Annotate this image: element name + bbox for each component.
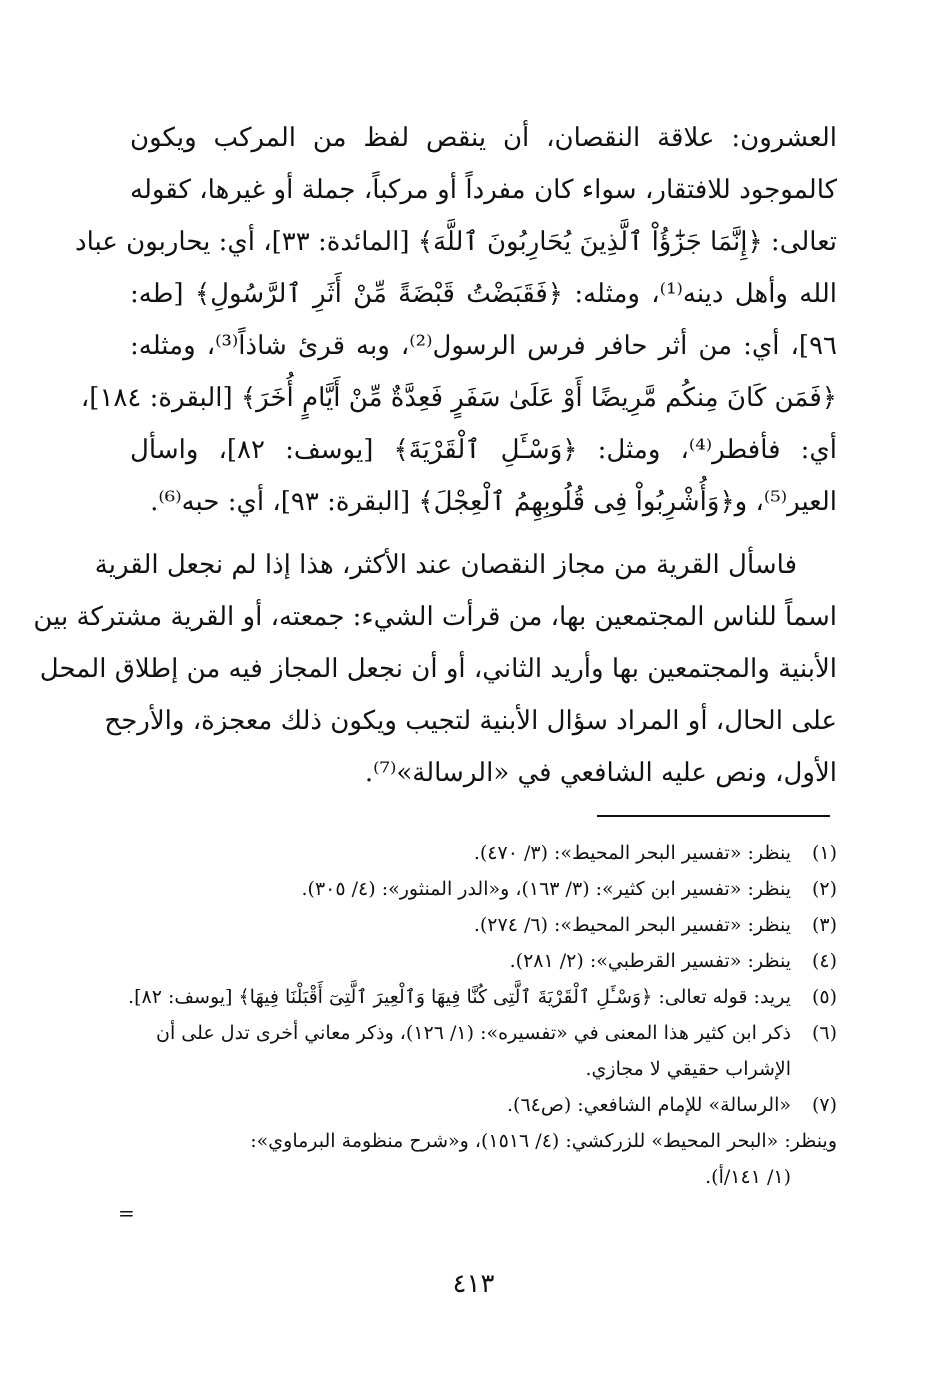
footnote-text: ينظر: «تفسير البحر المحيط»: (٣/ ٤٧٠).: [473, 842, 791, 864]
footnote: [130, 907, 837, 943]
footnote: [130, 1087, 837, 1123]
footnote: [130, 1015, 837, 1051]
page-number: ٤١٣: [452, 1269, 495, 1299]
footnote-text: يريد: قوله تعالى: ﴿وَسْـَٔلِ ٱلْقَرْيَةَ ٱلَّتِى كُنَّا فِيهَا وَٱلْعِيرَ ٱلَّتِىٓ أَقْبَلْنَا فِيهَا﴾ [يوسف: ٨٢].: [128, 986, 791, 1008]
footnote: [130, 979, 837, 1015]
text-line: ٩٦]، أي: من أثر حافر فرس الرسول⁽²⁾، وبه قرئ شاذاً⁽³⁾، ومثله:: [130, 331, 838, 361]
footnote-text: ينظر: «تفسير ابن كثير»: (٣/ ١٦٣)، و«الدر المنثور»: (٤/ ٣٠٥).: [301, 878, 791, 900]
main-text: [33, 112, 838, 799]
footnote-text: ينظر: «تفسير البحر المحيط»: (٦/ ٢٧٤).: [473, 914, 791, 936]
footnote-divider: [597, 815, 830, 817]
footnote: [130, 943, 837, 979]
footnote: [130, 835, 837, 871]
text-line: اسماً للناس المجتمعين بها، من قرأت الشيء: جمعته، أو القرية مشتركة بين: [33, 602, 837, 632]
footnote-number: (٥): [811, 986, 837, 1008]
text-line: الأول، ونص عليه الشافعي في «الرسالة»⁽⁷⁾.: [364, 758, 837, 788]
text-line: أي: فأفطر⁽⁴⁾، ومثل: ﴿وَسْـَٔلِ ٱلْقَرْيَةَ﴾ [يوسف: ٨٢]، واسأل: [130, 435, 837, 465]
footnote-text: ذكر ابن كثير هذا المعنى في «تفسيره»: (١/ ١٢٦)، وذكر معاني أخرى تدل على أن: [155, 1022, 791, 1044]
text-line: كالموجود للافتقار، سواء كان مفرداً أو مركباً، جملة أو غيرها، كقوله: [130, 175, 837, 205]
footnote-continuation: الإشراب حقيقي لا مجازي.: [585, 1058, 791, 1080]
footnote-number: (٢): [811, 878, 837, 900]
continuation-mark: =: [118, 1201, 135, 1225]
footnote-number: (٣): [811, 914, 837, 936]
footnote-number: (٦): [811, 1022, 837, 1044]
text-line: الأبنية والمجتمعين بها وأريد الثاني، أو أن نجعل المجاز فيه من إطلاق المحل: [39, 654, 837, 684]
text-line: تعالى: ﴿إِنَّمَا جَزَٰٓؤُاْ ٱلَّذِينَ يُحَارِبُونَ ٱللَّهَ﴾ [المائدة: ٣٣]، أي: يحاربون عباد: [74, 227, 837, 257]
text-line: ﴿فَمَن كَانَ مِنكُم مَّرِيضًا أَوْ عَلَىٰ سَفَرٍ فَعِدَّةٌ مِّنْ أَيَّامٍ أُخَرَ﴾ [البقرة: ١٨٤]،: [80, 383, 837, 413]
text-line: العير⁽⁵⁾، و﴿وَأُشْرِبُواْ فِى قُلُوبِهِمُ ٱلْعِجْلَ﴾ [البقرة: ٩٣]، أي: حبه⁽⁶⁾.: [150, 487, 837, 517]
text-line: فاسأل القرية من مجاز النقصان عند الأكثر، هذا إذا لم نجعل القرية: [94, 550, 797, 580]
footnote-continuation: (١/ ١٤١/أ).: [705, 1166, 791, 1188]
footnote-number: (٤): [811, 950, 837, 972]
text-line: على الحال، أو المراد سؤال الأبنية لتجيب ويكون ذلك معجزة، والأرجح: [104, 706, 837, 736]
footnote-number: (٧): [811, 1094, 837, 1116]
text-line: العشرون: علاقة النقصان، أن ينقص لفظ من المركب ويكون: [130, 123, 837, 153]
text-line: الله وأهل دينه⁽¹⁾، ومثله: ﴿فَقَبَضْتُ قَبْضَةً مِّنْ أَثَرِ ٱلرَّسُولِ﴾ [طه:: [130, 279, 837, 309]
footnote: [130, 871, 837, 907]
footnote-text: ينظر: «تفسير القرطبي»: (٢/ ٢٨١).: [509, 950, 791, 972]
footnotes: [130, 835, 837, 1195]
footnote-text: «الرسالة» للإمام الشافعي: (ص٦٤).: [506, 1094, 791, 1116]
footnote-number: (١): [811, 842, 837, 864]
footnote-continuation: وينظر: «البحر المحيط» للزركشي: (٤/ ١٥١٦)، و«شرح منظومة البرماوي»:: [250, 1130, 837, 1152]
